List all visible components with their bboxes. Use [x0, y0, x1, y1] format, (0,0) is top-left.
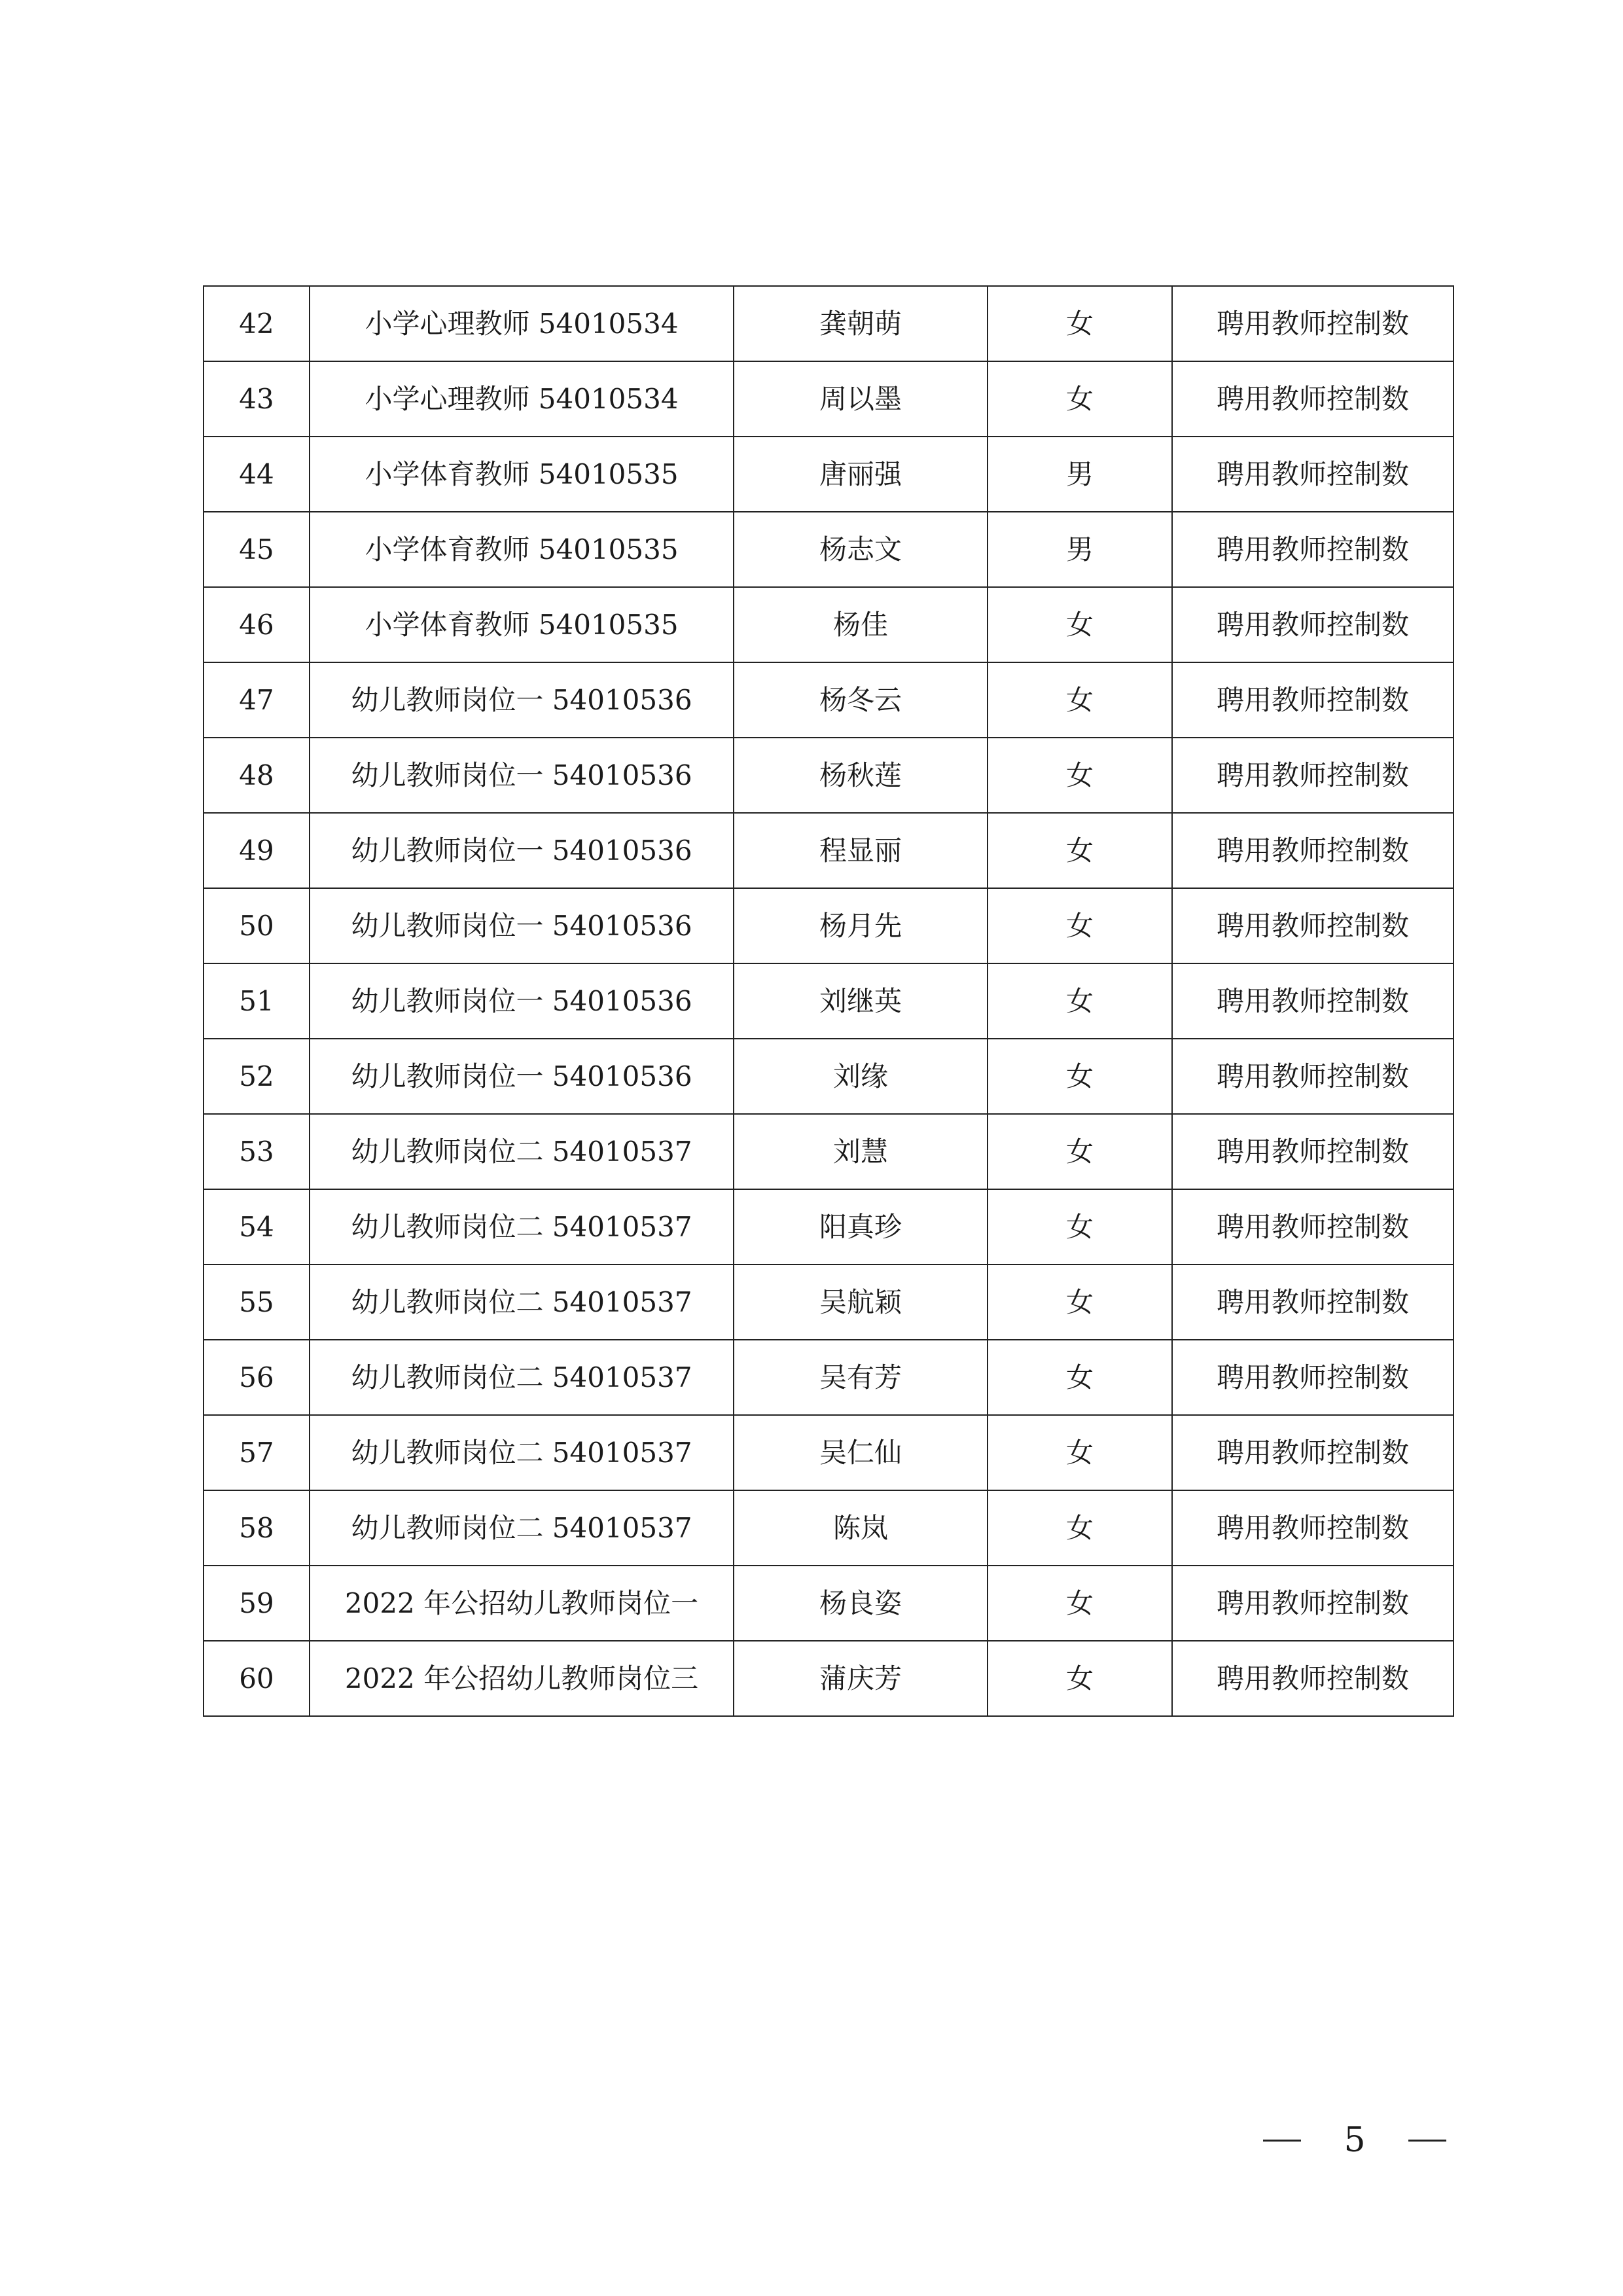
name-cell: 唐丽强	[734, 437, 988, 512]
table-row	[204, 1189, 1454, 1265]
name-cell: 刘慧	[734, 1114, 988, 1189]
name-cell: 杨良姿	[734, 1566, 988, 1641]
row-number-cell: 48	[204, 738, 310, 813]
employment-type-cell: 聘用教师控制数	[1172, 738, 1454, 813]
table-row	[204, 1039, 1454, 1114]
gender-cell: 女	[988, 361, 1172, 437]
name-cell: 阳真珍	[734, 1189, 988, 1265]
page-number-footer	[1263, 2117, 1446, 2163]
employment-type-cell: 聘用教师控制数	[1172, 963, 1454, 1039]
gender-cell: 女	[988, 1641, 1172, 1716]
employment-type-cell: 聘用教师控制数	[1172, 1490, 1454, 1566]
employment-type-cell: 聘用教师控制数	[1172, 1189, 1454, 1265]
row-number-cell: 42	[204, 286, 310, 361]
employment-type-cell: 聘用教师控制数	[1172, 813, 1454, 888]
employment-type-cell: 聘用教师控制数	[1172, 286, 1454, 361]
position-cell: 小学心理教师 54010534	[310, 361, 734, 437]
row-number-cell: 54	[204, 1189, 310, 1265]
table-row	[204, 888, 1454, 963]
row-number-cell: 49	[204, 813, 310, 888]
name-cell: 周以墨	[734, 361, 988, 437]
name-cell: 刘继英	[734, 963, 988, 1039]
position-cell: 幼儿教师岗位一 54010536	[310, 813, 734, 888]
position-cell: 小学体育教师 54010535	[310, 512, 734, 587]
employment-type-cell: 聘用教师控制数	[1172, 361, 1454, 437]
gender-cell: 女	[988, 1566, 1172, 1641]
row-number-cell: 52	[204, 1039, 310, 1114]
employment-type-cell: 聘用教师控制数	[1172, 512, 1454, 587]
position-cell: 2022 年公招幼儿教师岗位三	[310, 1641, 734, 1716]
gender-cell: 女	[988, 813, 1172, 888]
table-row	[204, 437, 1454, 512]
page-number-right-dash	[1408, 2140, 1446, 2142]
position-cell: 幼儿教师岗位二 54010537	[310, 1114, 734, 1189]
table-row	[204, 286, 1454, 361]
position-cell: 幼儿教师岗位一 54010536	[310, 738, 734, 813]
position-cell: 2022 年公招幼儿教师岗位一	[310, 1566, 734, 1641]
employment-type-cell: 聘用教师控制数	[1172, 1114, 1454, 1189]
employment-type-cell: 聘用教师控制数	[1172, 1340, 1454, 1415]
table-row	[204, 512, 1454, 587]
gender-cell: 女	[988, 963, 1172, 1039]
row-number-cell: 53	[204, 1114, 310, 1189]
row-number-cell: 59	[204, 1566, 310, 1641]
gender-cell: 男	[988, 512, 1172, 587]
page-number-left-dash	[1263, 2140, 1301, 2142]
name-cell: 杨冬云	[734, 662, 988, 738]
table-row	[204, 1641, 1454, 1716]
employment-type-cell: 聘用教师控制数	[1172, 1415, 1454, 1490]
gender-cell: 女	[988, 1490, 1172, 1566]
position-cell: 幼儿教师岗位二 54010537	[310, 1415, 734, 1490]
gender-cell: 女	[988, 587, 1172, 662]
gender-cell: 女	[988, 1415, 1172, 1490]
row-number-cell: 60	[204, 1641, 310, 1716]
gender-cell: 女	[988, 662, 1172, 738]
gender-cell: 女	[988, 738, 1172, 813]
table-row	[204, 963, 1454, 1039]
position-cell: 幼儿教师岗位一 54010536	[310, 662, 734, 738]
gender-cell: 女	[988, 1265, 1172, 1340]
employment-type-cell: 聘用教师控制数	[1172, 1039, 1454, 1114]
name-cell: 吴航颖	[734, 1265, 988, 1340]
row-number-cell: 51	[204, 963, 310, 1039]
gender-cell: 女	[988, 286, 1172, 361]
table-row	[204, 1490, 1454, 1566]
name-cell: 吴仁仙	[734, 1415, 988, 1490]
page-number: 5	[1344, 2121, 1366, 2160]
name-cell: 杨秋莲	[734, 738, 988, 813]
name-cell: 陈岚	[734, 1490, 988, 1566]
teacher-roster-table	[203, 285, 1454, 1717]
gender-cell: 女	[988, 1039, 1172, 1114]
row-number-cell: 45	[204, 512, 310, 587]
table-row	[204, 813, 1454, 888]
row-number-cell: 44	[204, 437, 310, 512]
gender-cell: 女	[988, 1114, 1172, 1189]
table-row	[204, 1265, 1454, 1340]
position-cell: 幼儿教师岗位二 54010537	[310, 1265, 734, 1340]
table-row	[204, 587, 1454, 662]
gender-cell: 女	[988, 1189, 1172, 1265]
row-number-cell: 55	[204, 1265, 310, 1340]
name-cell: 杨佳	[734, 587, 988, 662]
row-number-cell: 56	[204, 1340, 310, 1415]
table-row	[204, 662, 1454, 738]
position-cell: 幼儿教师岗位二 54010537	[310, 1189, 734, 1265]
row-number-cell: 57	[204, 1415, 310, 1490]
table-row	[204, 1340, 1454, 1415]
position-cell: 幼儿教师岗位一 54010536	[310, 1039, 734, 1114]
row-number-cell: 58	[204, 1490, 310, 1566]
name-cell: 蒲庆芳	[734, 1641, 988, 1716]
position-cell: 幼儿教师岗位二 54010537	[310, 1490, 734, 1566]
employment-type-cell: 聘用教师控制数	[1172, 662, 1454, 738]
name-cell: 刘缘	[734, 1039, 988, 1114]
row-number-cell: 43	[204, 361, 310, 437]
position-cell: 小学心理教师 54010534	[310, 286, 734, 361]
row-number-cell: 47	[204, 662, 310, 738]
table-row	[204, 1566, 1454, 1641]
name-cell: 吴有芳	[734, 1340, 988, 1415]
employment-type-cell: 聘用教师控制数	[1172, 1265, 1454, 1340]
gender-cell: 女	[988, 1340, 1172, 1415]
gender-cell: 女	[988, 888, 1172, 963]
name-cell: 程显丽	[734, 813, 988, 888]
employment-type-cell: 聘用教师控制数	[1172, 1566, 1454, 1641]
gender-cell: 男	[988, 437, 1172, 512]
name-cell: 杨志文	[734, 512, 988, 587]
employment-type-cell: 聘用教师控制数	[1172, 888, 1454, 963]
row-number-cell: 50	[204, 888, 310, 963]
roster-table-body	[204, 286, 1454, 1716]
position-cell: 幼儿教师岗位二 54010537	[310, 1340, 734, 1415]
table-row	[204, 1415, 1454, 1490]
name-cell: 龚朝萌	[734, 286, 988, 361]
name-cell: 杨月先	[734, 888, 988, 963]
employment-type-cell: 聘用教师控制数	[1172, 437, 1454, 512]
employment-type-cell: 聘用教师控制数	[1172, 587, 1454, 662]
employment-type-cell: 聘用教师控制数	[1172, 1641, 1454, 1716]
position-cell: 小学体育教师 54010535	[310, 437, 734, 512]
table-row	[204, 738, 1454, 813]
position-cell: 幼儿教师岗位一 54010536	[310, 963, 734, 1039]
table-row	[204, 361, 1454, 437]
row-number-cell: 46	[204, 587, 310, 662]
position-cell: 小学体育教师 54010535	[310, 587, 734, 662]
table-row	[204, 1114, 1454, 1189]
position-cell: 幼儿教师岗位一 54010536	[310, 888, 734, 963]
